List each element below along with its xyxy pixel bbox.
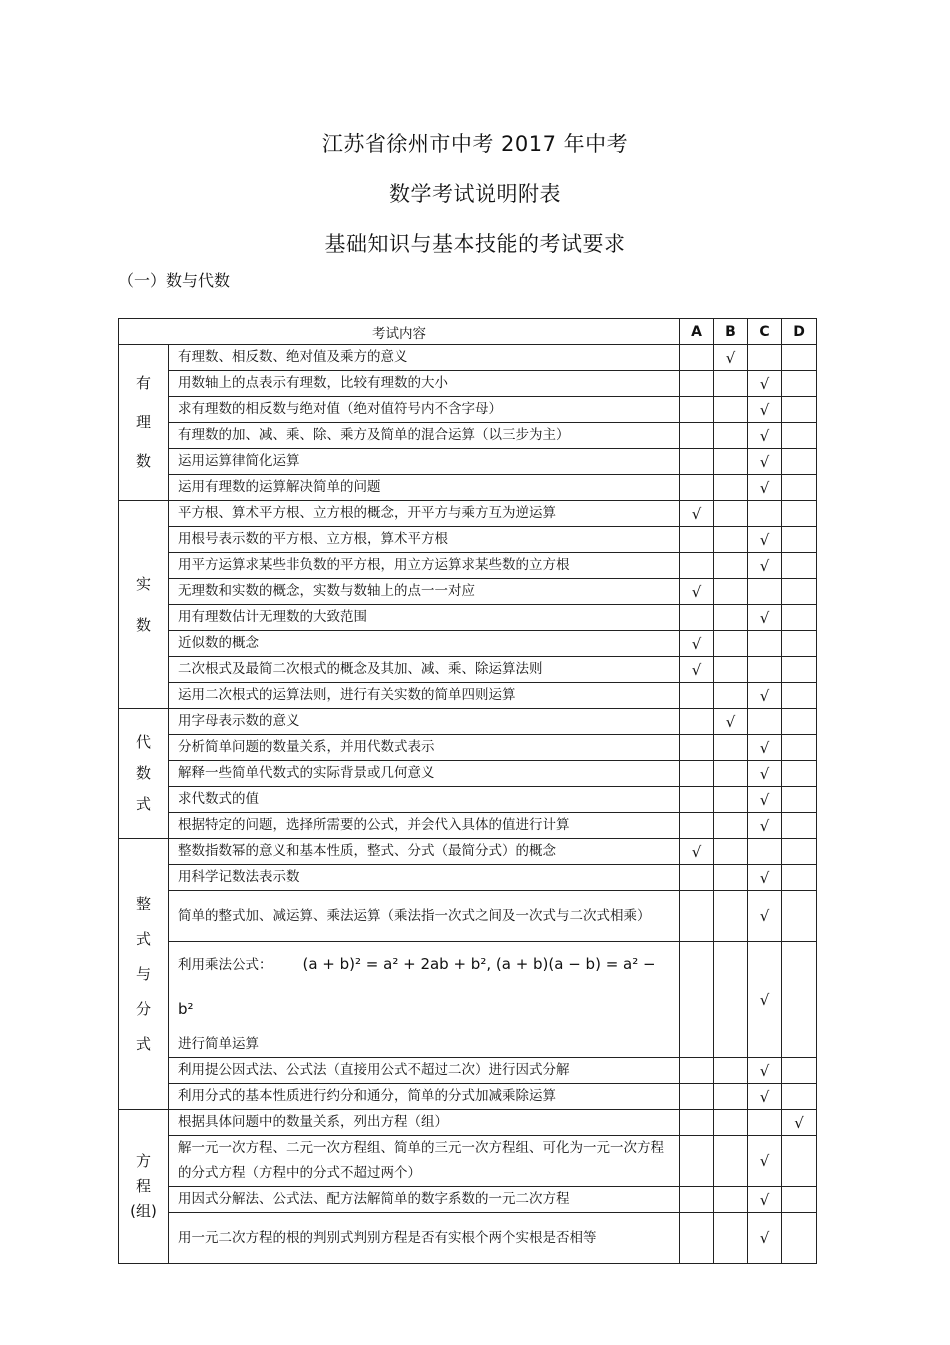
level-b-cell — [714, 891, 748, 942]
category-char: 与 — [135, 964, 151, 983]
level-b-cell — [714, 553, 748, 579]
level-b-cell — [714, 735, 748, 761]
content-cell: 有理数的加、减、乘、除、乘方及简单的混合运算（以三步为主） — [169, 423, 680, 449]
table-row — [119, 761, 817, 787]
level-d-cell — [782, 865, 817, 891]
level-d-cell — [782, 449, 817, 475]
content-cell: 用平方运算求某些非负数的平方根，用立方运算求某些数的立方根 — [169, 553, 680, 579]
content-cell: 求有理数的相反数与绝对值（绝对值符号内不含字母） — [169, 397, 680, 423]
content-cell: 整数指数幂的意义和基本性质，整式、分式（最简分式）的概念 — [169, 839, 680, 865]
level-d-cell — [782, 553, 817, 579]
level-b-cell — [714, 1187, 748, 1213]
check-mark: √ — [691, 842, 702, 861]
level-c-cell — [748, 1084, 782, 1110]
level-d-cell — [782, 657, 817, 683]
category-char: 程 — [135, 1177, 151, 1195]
level-c-cell — [748, 579, 782, 605]
level-c-cell — [748, 501, 782, 527]
check-mark: √ — [691, 660, 702, 679]
table-row — [119, 1136, 817, 1187]
exam-requirements-table — [118, 318, 817, 1264]
content-cell: 近似数的概念 — [169, 631, 680, 657]
table-row — [119, 865, 817, 891]
level-a-cell — [680, 397, 714, 423]
table-row — [119, 527, 817, 553]
content-cell: 根据具体问题中的数量关系，列出方程（组） — [169, 1110, 680, 1136]
level-d-cell — [782, 813, 817, 839]
level-c-cell — [748, 787, 782, 813]
level-a-cell — [680, 501, 714, 527]
content-cell: 根据特定的问题，选择所需要的公式，并会代入具体的值进行计算 — [169, 813, 680, 839]
content-cell: 分析简单问题的数量关系，并用代数式表示 — [169, 735, 680, 761]
table-row — [119, 709, 817, 735]
table-row — [119, 501, 817, 527]
category-char: 有 — [135, 374, 151, 392]
level-d-cell — [782, 942, 817, 1058]
check-mark: √ — [759, 1152, 770, 1170]
level-d-cell — [782, 1213, 817, 1264]
level-a-cell — [680, 1084, 714, 1110]
check-mark: √ — [691, 634, 702, 653]
level-c-cell — [748, 1058, 782, 1084]
level-c-cell — [748, 942, 782, 1058]
content-cell: 用字母表示数的意义 — [169, 709, 680, 735]
check-mark: √ — [794, 1113, 804, 1132]
level-b-cell — [714, 475, 748, 501]
content-cell: 用数轴上的点表示有理数，比较有理数的大小 — [169, 371, 680, 397]
content-cell: 利用提公因式法、公式法（直接用公式不超过二次）进行因式分解 — [169, 1058, 680, 1084]
category-cell-shishu — [119, 501, 169, 709]
category-char: 实 — [135, 574, 151, 593]
level-b-cell — [714, 527, 748, 553]
level-a-cell — [680, 683, 714, 709]
multiplication-formula: (a + b)² = a² + 2ab + b², (a + b)(a − b) = a² − b² — [178, 955, 656, 1018]
content-cell: 运用有理数的运算解决简单的问题 — [169, 475, 680, 501]
table-row — [119, 1058, 817, 1084]
check-mark: √ — [725, 348, 736, 367]
level-c-cell — [748, 423, 782, 449]
level-a-cell — [680, 813, 714, 839]
check-mark: √ — [759, 452, 770, 471]
table-row — [119, 371, 817, 397]
level-d-cell — [782, 683, 817, 709]
level-a-cell — [680, 787, 714, 813]
header-level-a: A — [680, 319, 714, 345]
level-c-cell — [748, 397, 782, 423]
level-c-cell — [748, 605, 782, 631]
check-mark: √ — [691, 582, 702, 601]
category-char: 分 — [135, 999, 151, 1018]
level-d-cell — [782, 891, 817, 942]
content-cell: 二次根式及最简二次根式的概念及其加、减、乘、除运算法则 — [169, 657, 680, 683]
level-b-cell — [714, 865, 748, 891]
level-a-cell — [680, 657, 714, 683]
level-d-cell — [782, 475, 817, 501]
category-char: 整 — [135, 894, 151, 913]
level-c-cell — [748, 553, 782, 579]
level-b-cell — [714, 1213, 748, 1264]
level-b-cell — [714, 787, 748, 813]
content-cell: 简单的整式加、减运算、乘法运算（乘法指一次式之间及一次式与二次式相乘） — [169, 891, 680, 942]
table-heading: 基础知识与基本技能的考试要求 — [324, 232, 626, 256]
check-mark: √ — [759, 1229, 770, 1247]
level-c-cell — [748, 891, 782, 942]
content-cell: 用科学记数法表示数 — [169, 865, 680, 891]
level-a-cell — [680, 605, 714, 631]
level-b-cell — [714, 1058, 748, 1084]
level-a-cell — [680, 891, 714, 942]
level-c-cell — [748, 865, 782, 891]
level-b-cell — [714, 1084, 748, 1110]
level-d-cell — [782, 423, 817, 449]
content-cell: 用一元二次方程的根的判别式判别方程是否有实根个两个实根是否相等 — [169, 1213, 680, 1264]
table-row — [119, 787, 817, 813]
level-b-cell — [714, 371, 748, 397]
table-header-row — [119, 319, 817, 345]
table-row — [119, 942, 817, 1058]
content-cell: 解一元一次方程、二元一次方程组、简单的三元一次方程组、可化为一元一次方程的分式方程（方程中的分式不超过两个） — [169, 1136, 680, 1187]
level-c-cell — [748, 1187, 782, 1213]
content-cell: 用因式分解法、公式法、配方法解简单的数字系数的一元二次方程 — [169, 1187, 680, 1213]
category-cell-fangcheng — [119, 1110, 169, 1264]
level-a-cell — [680, 1213, 714, 1264]
header-level-d: D — [782, 319, 817, 345]
level-d-cell — [782, 345, 817, 371]
level-a-cell — [680, 449, 714, 475]
level-a-cell — [680, 1187, 714, 1213]
table-row — [119, 345, 817, 371]
check-mark: √ — [759, 608, 770, 627]
check-mark: √ — [759, 816, 770, 835]
level-d-cell — [782, 735, 817, 761]
content-cell: 平方根、算术平方根、立方根的概念，开平方与乘方互为逆运算 — [169, 501, 680, 527]
level-c-cell — [748, 813, 782, 839]
level-c-cell — [748, 371, 782, 397]
level-d-cell — [782, 839, 817, 865]
level-a-cell — [680, 371, 714, 397]
level-d-cell — [782, 761, 817, 787]
level-d-cell — [782, 631, 817, 657]
content-cell: 有理数、相反数、绝对值及乘方的意义 — [169, 345, 680, 371]
check-mark: √ — [759, 426, 770, 445]
check-mark: √ — [759, 1190, 770, 1209]
table-row — [119, 605, 817, 631]
table-row — [119, 579, 817, 605]
table-row — [119, 891, 817, 942]
level-b-cell — [714, 942, 748, 1058]
level-b-cell — [714, 1110, 748, 1136]
table-row — [119, 631, 817, 657]
level-d-cell — [782, 709, 817, 735]
content-cell: 解释一些简单代数式的实际背景或几何意义 — [169, 761, 680, 787]
level-c-cell — [748, 527, 782, 553]
level-d-cell — [782, 1136, 817, 1187]
level-b-cell — [714, 631, 748, 657]
level-d-cell — [782, 397, 817, 423]
table-row — [119, 735, 817, 761]
category-char: 式 — [135, 795, 151, 813]
level-c-cell — [748, 761, 782, 787]
check-mark: √ — [759, 556, 770, 575]
table-row — [119, 813, 817, 839]
level-a-cell — [680, 1110, 714, 1136]
category-char: 数 — [135, 764, 151, 782]
level-d-cell — [782, 1058, 817, 1084]
level-d-cell — [782, 1187, 817, 1213]
table-row — [119, 1084, 817, 1110]
level-c-cell — [748, 657, 782, 683]
content-text: 利用乘法公式： — [178, 957, 273, 973]
level-b-cell — [714, 397, 748, 423]
level-d-cell — [782, 1084, 817, 1110]
table-row — [119, 1110, 817, 1136]
level-b-cell — [714, 761, 748, 787]
check-mark: √ — [759, 764, 770, 783]
category-cell-daishushi — [119, 709, 169, 839]
table-row — [119, 449, 817, 475]
level-a-cell — [680, 527, 714, 553]
level-b-cell — [714, 657, 748, 683]
category-char: 式 — [135, 1034, 151, 1053]
section-heading: （一）数与代数 — [118, 271, 231, 290]
level-a-cell — [680, 735, 714, 761]
header-level-b: B — [714, 319, 748, 345]
table-row — [119, 1187, 817, 1213]
header-content: 考试内容 — [119, 319, 680, 345]
level-c-cell — [748, 475, 782, 501]
table-row — [119, 423, 817, 449]
check-mark: √ — [691, 504, 702, 523]
check-mark: √ — [759, 738, 770, 757]
table-row — [119, 553, 817, 579]
level-a-cell — [680, 475, 714, 501]
check-mark: √ — [759, 478, 770, 497]
category-cell-youlishu — [119, 345, 169, 501]
table-row — [119, 475, 817, 501]
level-b-cell — [714, 345, 748, 371]
document-title: 江苏省徐州市中考 2017 年中考 — [321, 132, 629, 156]
level-d-cell — [782, 787, 817, 813]
check-mark: √ — [759, 400, 770, 419]
level-d-cell — [782, 371, 817, 397]
level-a-cell — [680, 942, 714, 1058]
table-row — [119, 657, 817, 683]
level-a-cell — [680, 839, 714, 865]
level-a-cell — [680, 345, 714, 371]
content-cell: 用根号表示数的平方根、立方根，算术平方根 — [169, 527, 680, 553]
check-mark: √ — [759, 1061, 770, 1080]
category-cell-zhengshi — [119, 839, 169, 1110]
level-d-cell — [782, 527, 817, 553]
check-mark: √ — [759, 868, 770, 887]
category-char: 方 — [135, 1152, 151, 1170]
category-char: 理 — [135, 413, 151, 431]
level-c-cell — [748, 631, 782, 657]
table-row — [119, 683, 817, 709]
level-b-cell — [714, 839, 748, 865]
header-level-c: C — [748, 319, 782, 345]
level-d-cell — [782, 579, 817, 605]
content-cell: 运用二次根式的运算法则，进行有关实数的简单四则运算 — [169, 683, 680, 709]
level-a-cell — [680, 865, 714, 891]
level-b-cell — [714, 813, 748, 839]
table-row — [119, 397, 817, 423]
check-mark: √ — [725, 712, 736, 731]
check-mark: √ — [759, 907, 770, 925]
table-row — [119, 1213, 817, 1264]
level-b-cell — [714, 605, 748, 631]
check-mark: √ — [759, 686, 770, 705]
level-a-cell — [680, 631, 714, 657]
level-a-cell — [680, 1058, 714, 1084]
level-c-cell — [748, 345, 782, 371]
level-c-cell — [748, 1136, 782, 1187]
check-mark: √ — [759, 530, 770, 549]
level-c-cell — [748, 1110, 782, 1136]
level-d-cell — [782, 1110, 817, 1136]
level-c-cell — [748, 839, 782, 865]
content-cell: 求代数式的值 — [169, 787, 680, 813]
level-c-cell — [748, 709, 782, 735]
level-c-cell — [748, 449, 782, 475]
content-cell — [169, 942, 680, 1058]
content-cell: 无理数和实数的概念，实数与数轴上的点一一对应 — [169, 579, 680, 605]
level-c-cell — [748, 1213, 782, 1264]
level-a-cell — [680, 423, 714, 449]
level-b-cell — [714, 579, 748, 605]
check-mark: √ — [759, 990, 770, 1009]
level-c-cell — [748, 735, 782, 761]
level-d-cell — [782, 501, 817, 527]
level-b-cell — [714, 423, 748, 449]
check-mark: √ — [759, 374, 770, 393]
level-a-cell — [680, 1136, 714, 1187]
level-c-cell — [748, 683, 782, 709]
category-char: 代 — [135, 733, 151, 751]
check-mark: √ — [759, 790, 770, 809]
category-char: 式 — [135, 929, 151, 948]
level-b-cell — [714, 683, 748, 709]
level-a-cell — [680, 579, 714, 605]
category-char: (组) — [130, 1202, 157, 1220]
table-row — [119, 839, 817, 865]
level-b-cell — [714, 1136, 748, 1187]
level-b-cell — [714, 501, 748, 527]
level-a-cell — [680, 553, 714, 579]
content-cell: 利用分式的基本性质进行约分和通分，简单的分式加减乘除运算 — [169, 1084, 680, 1110]
level-b-cell — [714, 709, 748, 735]
level-a-cell — [680, 709, 714, 735]
content-cell: 用有理数估计无理数的大致范围 — [169, 605, 680, 631]
content-text-continued: 进行简单运算 — [178, 1036, 259, 1052]
check-mark: √ — [759, 1087, 770, 1106]
category-char: 数 — [135, 452, 151, 470]
content-cell: 运用运算律简化运算 — [169, 449, 680, 475]
category-char: 数 — [135, 615, 151, 634]
level-d-cell — [782, 605, 817, 631]
level-a-cell — [680, 761, 714, 787]
document-subtitle: 数学考试说明附表 — [389, 182, 561, 206]
level-b-cell — [714, 449, 748, 475]
